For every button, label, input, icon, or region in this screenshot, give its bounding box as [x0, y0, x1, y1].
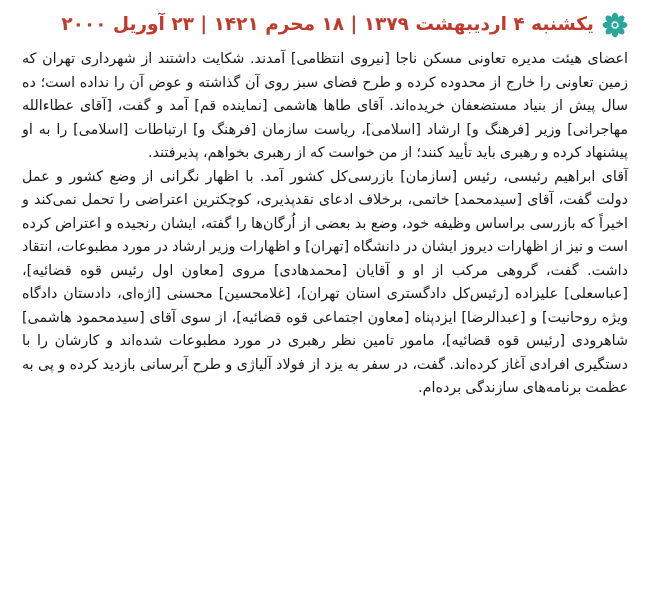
- paragraph-1: اعضای هیئت مدیره تعاونی مسکن ناجا [نیروی انتظامی] آمدند. شکایت داشتند از شهرداری تهران که زمین تعاونی را خارج از محدوده کرده و طرح فضای سبز روی آن گذاشته و عوض آن را نداده است؛ ده سال پیش از بنیاد مستضعفان خریده‌اند. آقای طاها هاشمی [نماینده قم] آمد و گفت، [آقای عطاءالله مهاجرانی] وزیر [فرهنگ و] ارشاد [اسلامی]، ریاست سازمان [فرهنگ و] ارتباطات [اسلامی] را به او پیشنهاد کرده و رهبری باید تأیید کنند؛ از من خواست که از رهبری بخواهم، پذیرفتند.: [22, 51, 628, 161]
- flower-icon: [602, 12, 628, 38]
- date-title: یکشنبه ۴ اردیبهشت ۱۳۷۹ | ۱۸ محرم ۱۴۲۱ | ۲۳ آوریل ۲۰۰۰: [61, 13, 594, 35]
- diary-body: [22, 48, 628, 401]
- date-header: [22, 8, 628, 42]
- paragraph-2: آقای ابراهیم رئیسی، رئیس [سازمان] بازرسی‌کل کشور آمد. با اظهار نگرانی از وضع کشور و عمل دولت گفت، آقای [سیدمحمد] خاتمی، برخلاف ادعای نقدپذیری، کوچکترین اعتراضی را تحمل نمی‌کند و اخیراً که بازرسی براساس وظیفه خود، وضع بد بعضی از اُرگان‌ها را گفته، ایشان رنجیده و اعتراض کرده است و نیز از اظهارات دیروز ایشان در دانشگاه [تهران] و اظهارات وزیر ارشاد در مورد مطبوعات، انتقاد داشت. گفت، گروهی مرکب از او و آقایان [محمدهادی] مروی [معاون اول رئیس قوه قضائیه]، [عباسعلی] علیزاده [رئیس‌کل دادگستری استان تهران]، [غلامحسین] محسنی [اژه‌ای، دادستان دادگاه ویژه روحانیت] و [عبدالرضا] ایزدپناه [معاون اجتماعی قوه قضائیه]، از سوی آقای [سیدمحمود هاشمی] شاهرودی [رئیس قوه قضائیه]، مامور تامین نظر رهبری در مورد مطبوعات شده‌اند و کارشان را با دستگیری افرادی آغاز کرده‌اند. گفت، در سفر به یزد از فولاد آلیاژی و طرح آبرسانی بازدید کرده و پی به عظمت برنامه‌های سازندگی برده‌ام.: [22, 168, 628, 396]
